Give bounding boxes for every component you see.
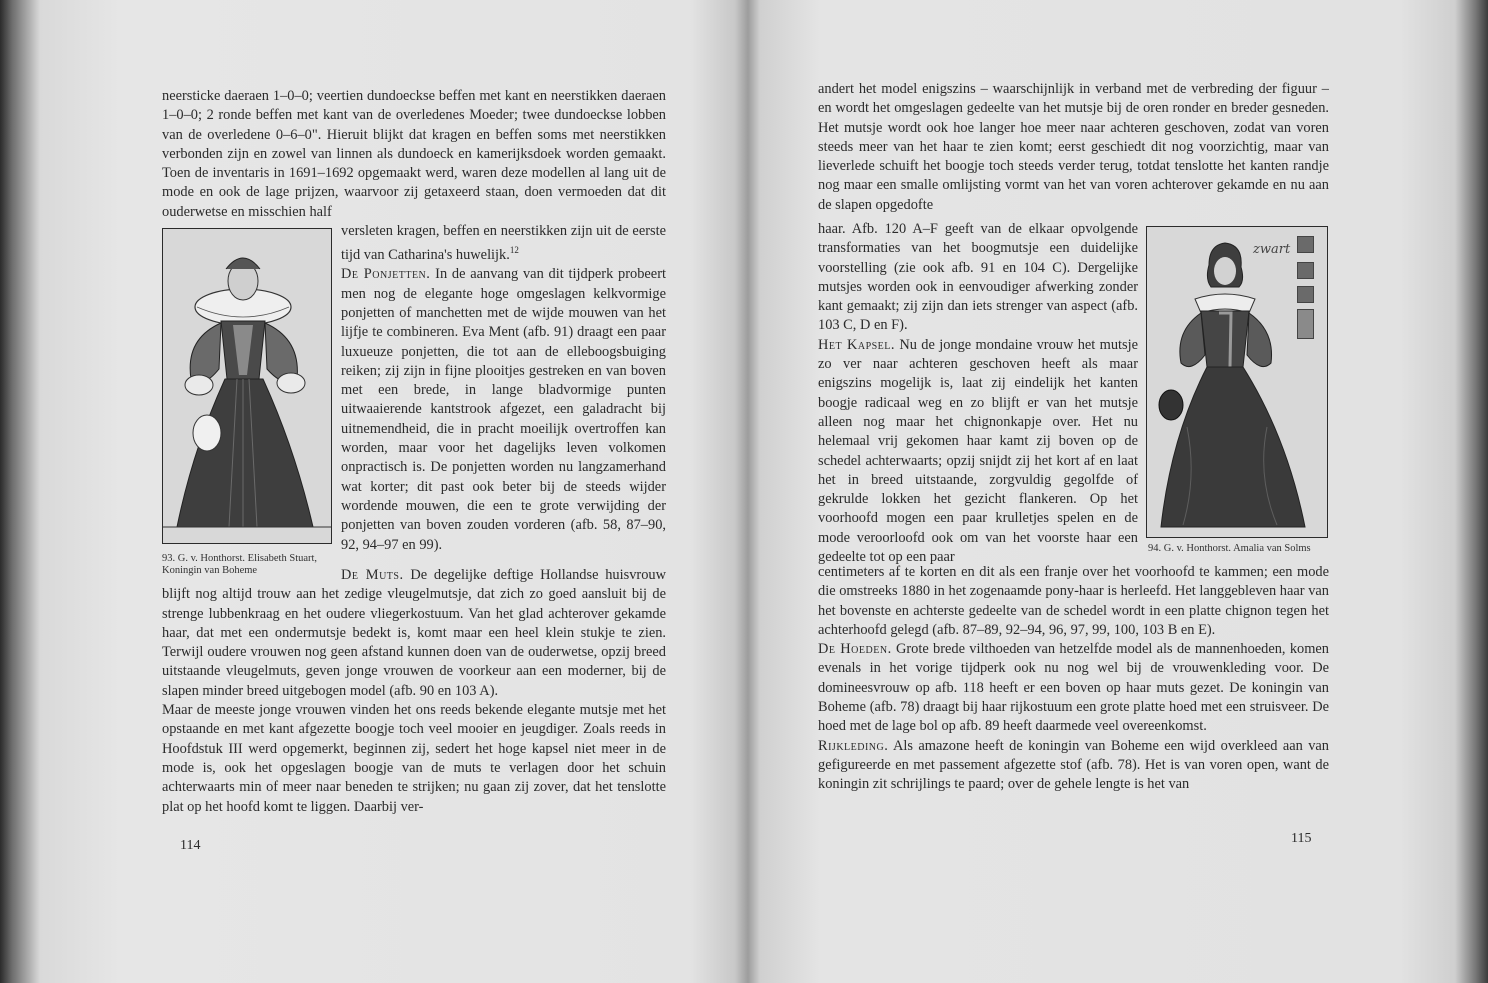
beside-figure-paragraph bbox=[341, 222, 666, 265]
muts-body: De degelijke deftige Hollandse huisvrouw blijft nog altijd trouw aan het zedige vleugelmutsje, dat zich zo goed aansluit bij de strenge lubbenkraag en het oudere vliegerkostuum. Van het glad achterover gekamde haar, dat met een ondermutsje bedekt is, komt maar een heel klein stukje te zien. Terwijl oudere vrouwen nog geen afstand kunnen doen van de ouderwetse, opzij breed uitstaande vleugelmuts, geven jonge vrouwen de voorkeur aan een moderner, bij de slapen minder breed uitgebogen model (afb. 90 en 103 A). bbox=[162, 567, 666, 699]
right-page bbox=[745, 0, 1488, 983]
figure-94-caption bbox=[1148, 543, 1334, 555]
page-number-right-text: 115 bbox=[1291, 831, 1312, 846]
figure-94 bbox=[1146, 226, 1328, 538]
page-number-left-text: 114 bbox=[180, 838, 201, 853]
caption-94-text: 94. G. v. Honthorst. Amalia van Solms bbox=[1148, 543, 1311, 554]
page-number-115 bbox=[1291, 831, 1311, 847]
muts-heading: De Muts. bbox=[341, 567, 404, 583]
footnote-marker: 12 bbox=[509, 245, 519, 256]
handwritten-zwart: zwart bbox=[1253, 242, 1291, 257]
kapsel-body: Nu de jonge mondaine vrouw het mutsje zo ver naar achteren geschoven heeft als maar enigszins mogelijk is, laat zij eindelijk het kanten boogje radicaal weg en zo blijft er van het mutsje alleen nog maar het chignonkapje over. Het nu helemaal vrij gekomen haar kamt zij boven op de schedel achterwaarts; opzij snijdt zij het kort af en laat het in breed uitstaande, zorgvuldig gegolfde of gekrulde lokken het gezicht flankeren. Op het voorhoofd mogen een paar krulletjes spelen en de mode veroorloofd ook om van het voorste haar een gedeelte tot op een paar bbox=[818, 336, 1139, 566]
caption-93-text: 93. G. v. Honthorst. Elisabeth Stuart, Koningin van Boheme bbox=[162, 553, 318, 576]
muts-paragraph bbox=[162, 566, 666, 701]
rijkleding-body: Als amazone heeft de koningin van Boheme een wijd overkleed aan van gefigureerde en met passement afgezette stof (afb. 78). Het is van voren open, want de koningin zit schrijlings te paard; over de gehele lengte is het van bbox=[818, 737, 1329, 793]
left-top-text: neersticke daeraen 1–0–0; veertien dundoeckse beffen met kant en neerstikken daeraen 1–0–0; 2 ronde beffen met kant van de overledenes Moeder; twee dundoeckse lobben van de overledene 0–6–0". Hieruit blijkt dat kragen en beffen soms met neerstikken verbonden zijn en zowel van linnen als dundoeck en kamerijksdoek worden gemaakt. Toen de inventaris in 1691–1692 opgemaakt werd, waren deze modellen al lang uit de mode en ook de lage prijzen, waarvoor zij getaxeerd staan, doen vermoeden dat dit ouderwetse en misschien half bbox=[162, 88, 666, 220]
left-beside-figure bbox=[341, 222, 666, 555]
ponjetten-heading: De Ponjetten. bbox=[341, 266, 431, 283]
hoeden-paragraph bbox=[818, 640, 1329, 736]
ponjetten-body: In de aanvang van dit tijdperk probeert men nog de elegante hoge omgeslagen kelkvormige ponjetten of manchetten met de wijde mouwen van het lijfje te combineren. Eva Ment (afb. 91) draagt een paar luxueuze ponjetten, die tot aan de elleboogsbuiging reiken; zij zijn in fijne plooitjes gestreken en van boven met een brede, in lange bladvormige punten uitwaaierende kantstrook afgezet, een galadracht bij uitnemendheid, die in pracht moeilijk overtroffen kan worden, maar voor het dagelijks leven volkomen onpractisch is. De ponjetten worden nu langzamerhand wat korter; dit past ook beter bij de steeds wijder wordende mouwen, die een te grote verwijding der ponjetten van boven zouden vorderen (afb. 58, 87–90, 92, 94–97 en 99). bbox=[341, 266, 666, 553]
hoeden-heading: De Hoeden. bbox=[818, 641, 892, 658]
color-swatch-2 bbox=[1297, 262, 1314, 279]
left-bottom-paragraphs bbox=[162, 566, 666, 817]
right-beside-figure bbox=[818, 220, 1138, 567]
color-swatch-4 bbox=[1297, 309, 1314, 339]
beside-figure-text: versleten kragen, beffen en neerstikken zijn uit de eerste tijd van Catharina's huwelijk. bbox=[341, 223, 666, 264]
right-top-text: andert het model enigszins – waarschijnlijk in verband met de verbreding der figuur – en wordt het omgeslagen gedeelte van het mutsje bij de oren ronder en breder gesneden. Het mutsje wordt ook hoe langer hoe meer naar achteren geschoven, zodat van voren steeds meer van het haar te zien komt; eerst geschiedt dit nog voorzichtig, maar van lieverlede schuift het boogje toch steeds verder terug, totdat tenslotte het kanten randje nog maar een smalle omlijsting vormt van het van voren achterover gekamde en nu aan de slapen opgedofte bbox=[818, 81, 1329, 213]
rijkleding-paragraph bbox=[818, 737, 1329, 795]
beside-figure-right-text: haar. Afb. 120 A–F geeft van de elkaar opvolgende transformaties van het boogmutsje een duidelijke voorstelling (zie ook afb. 91 en 104 C). Dergelijke mutsjes worden ook in eenvoudiger afwerking zonder kant gemaakt; zij zijn dan iets strenger van aspect (afb. 103 C, D en F). bbox=[818, 221, 1138, 334]
kapsel-heading: Het Kapsel. bbox=[818, 336, 896, 353]
portrait-elisabeth-stuart-illustration bbox=[163, 229, 331, 543]
kapsel-continued: centimeters af te korten en dit als een franje over het voorhoofd te kammen; een mode die omstreeks 1880 in het zogenaamde pony-haar is herleefd. Het langgebleven haar van het bovenste en achterste gedeelte van de schedel wordt in een platte chignon tegen het achterhoofd gelegd (afb. 87–89, 92–94, 96, 97, 99, 100, 103 B en E). bbox=[818, 564, 1329, 638]
right-bottom-paragraphs bbox=[818, 563, 1329, 795]
right-top-paragraph bbox=[818, 80, 1329, 215]
hoeden-body: Grote brede vilthoeden van hetzelfde model als de mannenhoeden, komen evenals in het vorige tijdperk ook nu nog wel bij de vrouwenkleding voor. De domineesvrouw op afb. 118 heeft er een boven op haar muts gezet. De koningin van Boheme (afb. 78) draagt bij haar rijkostuum een grote platte hoed met een struisveer. De hoed met de lage bol op afb. 89 heeft daarmede veel overeenkomst. bbox=[818, 641, 1329, 735]
color-swatch-3 bbox=[1297, 286, 1314, 303]
figure-93 bbox=[162, 228, 332, 544]
ponjetten-paragraph bbox=[341, 265, 666, 554]
color-swatch-1 bbox=[1297, 236, 1314, 253]
left-top-paragraph bbox=[162, 87, 666, 222]
left-last-paragraph: Maar de meeste jonge vrouwen vinden het ons reeds bekende elegante mutsje met het opstaande en met kant afgezette boogje toch veel mooier en jeugdiger. Zoals reeds in Hoofdstuk III werd opgemerkt, beginnen zij, sedert het hoge kapsel niet meer in de mode is, ook het opgeslagen boogje van de muts te verlagen door het schuin achterwaarts min of meer naar beneden te strijken; nu gaan zij zover, dat het tenslotte plat op het hoofd komt te liggen. Daarbij ver- bbox=[162, 702, 666, 815]
page-number-114 bbox=[180, 838, 200, 854]
rijkleding-heading: Rijkleding. bbox=[818, 737, 889, 754]
kapsel-paragraph bbox=[818, 336, 1138, 568]
